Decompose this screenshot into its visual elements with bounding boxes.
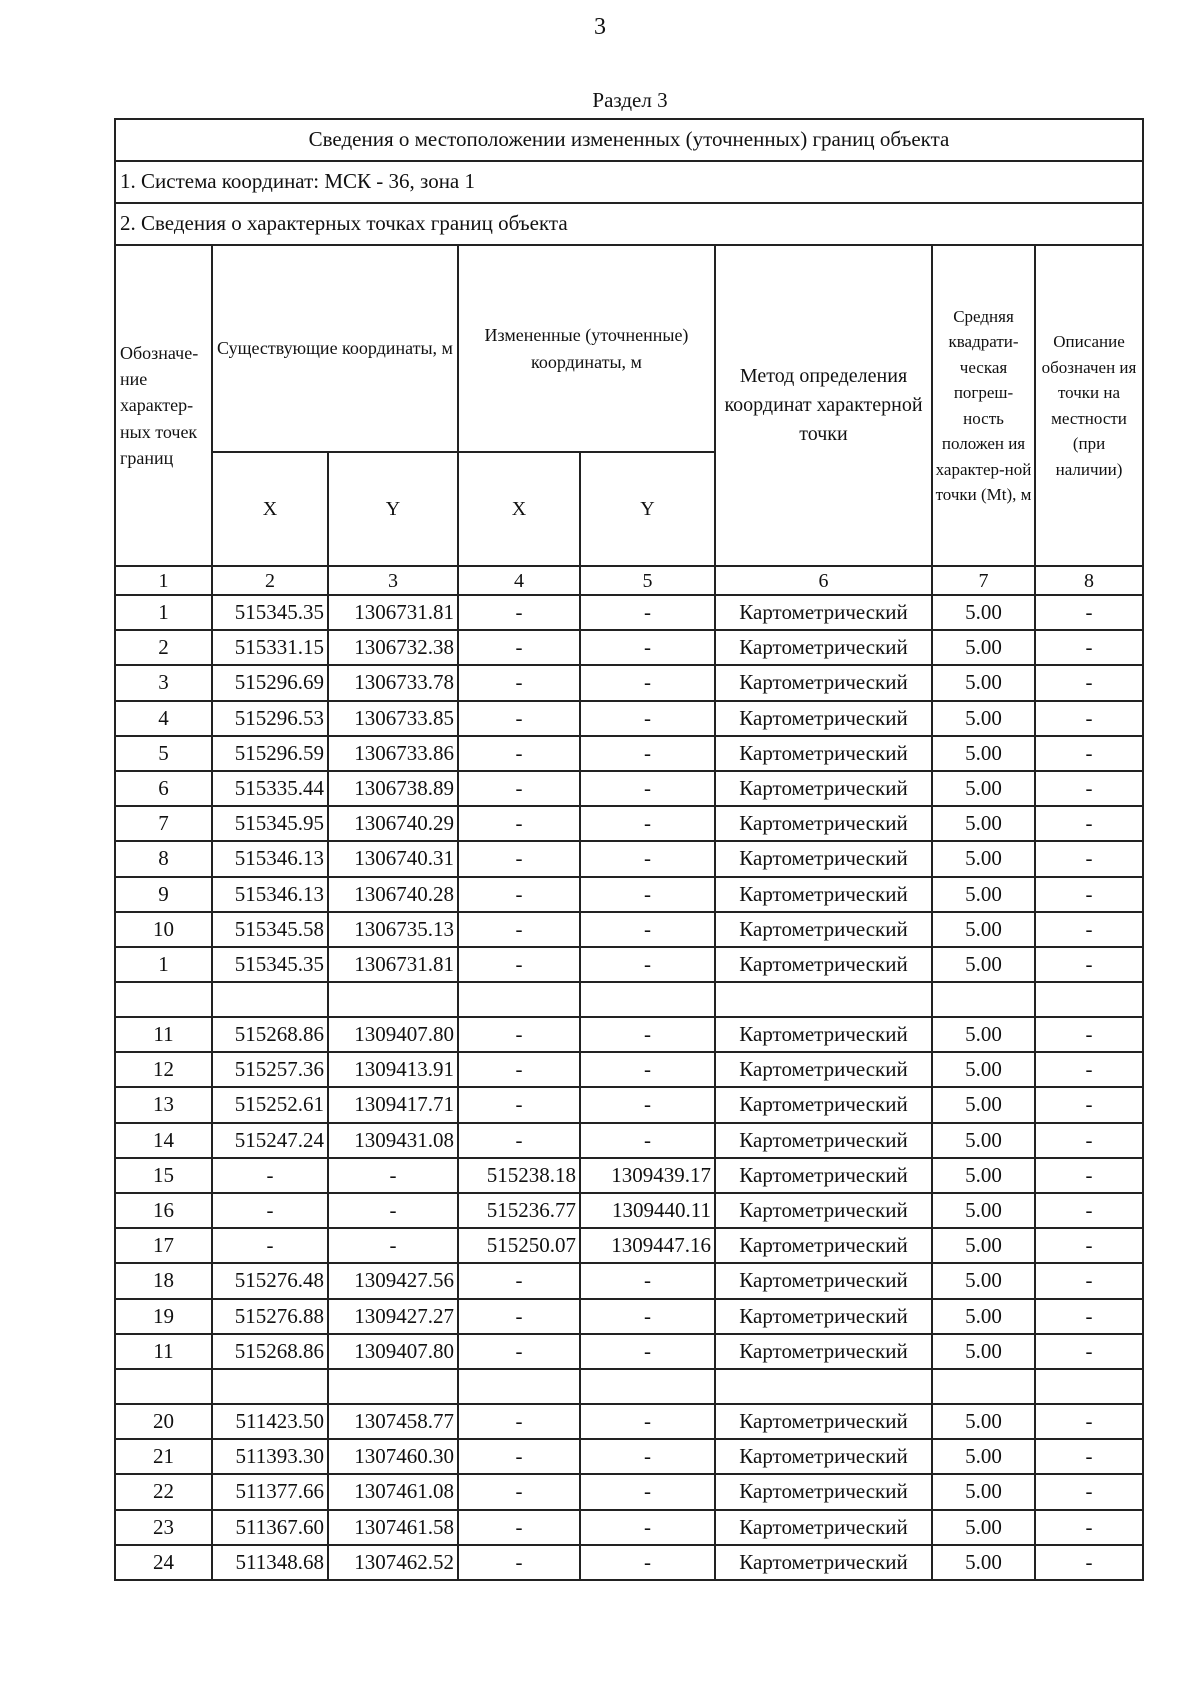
cell-method <box>715 982 932 1017</box>
cell-error: 5.00 <box>932 701 1035 736</box>
cell-description: - <box>1035 665 1143 700</box>
cell-changed-x <box>458 1369 580 1404</box>
cell-existing-y: 1309407.80 <box>328 1334 458 1369</box>
cell-error <box>932 982 1035 1017</box>
cell-description: - <box>1035 1474 1143 1509</box>
cell-changed-y <box>580 1369 715 1404</box>
cell-existing-x <box>212 1369 328 1404</box>
table-row <box>115 630 1143 665</box>
cell-point: 19 <box>115 1299 212 1334</box>
cell-existing-x: 515296.59 <box>212 736 328 771</box>
cell-description: - <box>1035 1263 1143 1298</box>
cell-error: 5.00 <box>932 947 1035 982</box>
cell-changed-y: - <box>580 771 715 806</box>
header-error: Средняя квадрати-ческая погреш-ность положен ия характер-ной точки (Mt), м <box>932 245 1035 566</box>
cell-description: - <box>1035 1299 1143 1334</box>
cell-point: 1 <box>115 947 212 982</box>
cell-error: 5.00 <box>932 912 1035 947</box>
cell-error: 5.00 <box>932 665 1035 700</box>
cell-existing-x: 515268.86 <box>212 1017 328 1052</box>
cell-existing-y: 1306733.86 <box>328 736 458 771</box>
cell-method: Картометрический <box>715 912 932 947</box>
cell-point: 13 <box>115 1087 212 1122</box>
cell-existing-x: 515296.69 <box>212 665 328 700</box>
cell-point: 23 <box>115 1510 212 1545</box>
cell-changed-x: - <box>458 1052 580 1087</box>
cell-existing-x: 515346.13 <box>212 841 328 876</box>
cell-description: - <box>1035 1017 1143 1052</box>
cell-error: 5.00 <box>932 771 1035 806</box>
table-row <box>115 1193 1143 1228</box>
cell-description <box>1035 1369 1143 1404</box>
cell-method <box>715 1369 932 1404</box>
cell-changed-x: - <box>458 1263 580 1298</box>
boundary-points-table <box>114 118 1144 1581</box>
cell-existing-y <box>328 982 458 1017</box>
cell-changed-y: - <box>580 1404 715 1439</box>
cell-existing-y: 1309427.56 <box>328 1263 458 1298</box>
cell-changed-x: - <box>458 736 580 771</box>
cell-method: Картометрический <box>715 701 932 736</box>
cell-description: - <box>1035 1228 1143 1263</box>
cell-error: 5.00 <box>932 595 1035 630</box>
cell-existing-x: 515345.35 <box>212 947 328 982</box>
cell-changed-x: - <box>458 630 580 665</box>
cell-description: - <box>1035 630 1143 665</box>
section-label: Раздел 3 <box>592 88 668 112</box>
cell-changed-y: - <box>580 806 715 841</box>
cell-existing-x: - <box>212 1228 328 1263</box>
points-info-row: 2. Сведения о характерных точках границ объекта <box>115 203 1143 245</box>
cell-method: Картометрический <box>715 771 932 806</box>
cell-changed-x: - <box>458 877 580 912</box>
cell-point: 11 <box>115 1017 212 1052</box>
table-row <box>115 1228 1143 1263</box>
cell-existing-y: 1306740.29 <box>328 806 458 841</box>
header-changed-y: Y <box>580 452 715 566</box>
cell-changed-y: 1309440.11 <box>580 1193 715 1228</box>
cell-description: - <box>1035 701 1143 736</box>
table-row <box>115 1545 1143 1580</box>
cell-changed-x: - <box>458 1474 580 1509</box>
table-row <box>115 806 1143 841</box>
cell-method: Картометрический <box>715 1123 932 1158</box>
cell-existing-y: 1309431.08 <box>328 1123 458 1158</box>
cell-changed-y: - <box>580 1474 715 1509</box>
column-number: 6 <box>715 566 932 595</box>
cell-changed-x: 515250.07 <box>458 1228 580 1263</box>
cell-error: 5.00 <box>932 630 1035 665</box>
column-number: 7 <box>932 566 1035 595</box>
cell-description: - <box>1035 841 1143 876</box>
cell-changed-x: - <box>458 806 580 841</box>
cell-description: - <box>1035 1193 1143 1228</box>
cell-changed-y: - <box>580 701 715 736</box>
column-number: 4 <box>458 566 580 595</box>
cell-changed-x: - <box>458 841 580 876</box>
cell-error: 5.00 <box>932 1263 1035 1298</box>
cell-changed-x: 515238.18 <box>458 1158 580 1193</box>
cell-description: - <box>1035 877 1143 912</box>
cell-description: - <box>1035 595 1143 630</box>
cell-existing-y: 1306731.81 <box>328 595 458 630</box>
cell-description: - <box>1035 1545 1143 1580</box>
cell-existing-x: 515346.13 <box>212 877 328 912</box>
header-point-designation: Обозначе-ние характер-ных точек границ <box>115 245 212 566</box>
cell-description: - <box>1035 1087 1143 1122</box>
cell-point: 20 <box>115 1404 212 1439</box>
header-description: Описание обозначен ия точки на местности (при наличии) <box>1035 245 1143 566</box>
table-row <box>115 701 1143 736</box>
column-number: 8 <box>1035 566 1143 595</box>
table-row <box>115 841 1143 876</box>
cell-point: 14 <box>115 1123 212 1158</box>
table-row <box>115 877 1143 912</box>
cell-existing-y: 1306733.85 <box>328 701 458 736</box>
cell-description: - <box>1035 1404 1143 1439</box>
cell-existing-y: 1307461.58 <box>328 1510 458 1545</box>
cell-existing-x: 515296.53 <box>212 701 328 736</box>
cell-changed-y: - <box>580 595 715 630</box>
cell-point: 1 <box>115 595 212 630</box>
cell-method: Картометрический <box>715 1193 932 1228</box>
cell-existing-y: 1306732.38 <box>328 630 458 665</box>
cell-method: Картометрический <box>715 841 932 876</box>
cell-point: 24 <box>115 1545 212 1580</box>
cell-existing-y: 1309407.80 <box>328 1017 458 1052</box>
cell-existing-y: 1309427.27 <box>328 1299 458 1334</box>
cell-existing-y: - <box>328 1193 458 1228</box>
cell-point <box>115 1369 212 1404</box>
cell-error: 5.00 <box>932 1158 1035 1193</box>
cell-changed-x: - <box>458 595 580 630</box>
cell-point: 9 <box>115 877 212 912</box>
cell-existing-y: 1306731.81 <box>328 947 458 982</box>
cell-changed-y: - <box>580 947 715 982</box>
cell-method: Картометрический <box>715 806 932 841</box>
cell-method: Картометрический <box>715 1087 932 1122</box>
cell-existing-y <box>328 1369 458 1404</box>
cell-existing-x: 515276.88 <box>212 1299 328 1334</box>
cell-error: 5.00 <box>932 1017 1035 1052</box>
cell-description: - <box>1035 736 1143 771</box>
table-row <box>115 1474 1143 1509</box>
cell-existing-x: 515252.61 <box>212 1087 328 1122</box>
cell-description: - <box>1035 1510 1143 1545</box>
cell-changed-y: - <box>580 841 715 876</box>
cell-existing-y: 1307461.08 <box>328 1474 458 1509</box>
cell-changed-x: - <box>458 1545 580 1580</box>
cell-existing-y: 1307460.30 <box>328 1439 458 1474</box>
cell-changed-y: - <box>580 1439 715 1474</box>
table-row <box>115 1017 1143 1052</box>
cell-changed-y: - <box>580 1017 715 1052</box>
cell-point: 15 <box>115 1158 212 1193</box>
table-row <box>115 1439 1143 1474</box>
cell-existing-x: 511367.60 <box>212 1510 328 1545</box>
cell-changed-x: - <box>458 1439 580 1474</box>
table-row <box>115 595 1143 630</box>
cell-method: Картометрический <box>715 1334 932 1369</box>
cell-existing-x: 515345.95 <box>212 806 328 841</box>
cell-changed-x: - <box>458 947 580 982</box>
cell-existing-y: 1306735.13 <box>328 912 458 947</box>
cell-method: Картометрический <box>715 630 932 665</box>
cell-point: 18 <box>115 1263 212 1298</box>
table-row <box>115 665 1143 700</box>
cell-method: Картометрический <box>715 1017 932 1052</box>
column-number: 1 <box>115 566 212 595</box>
cell-method: Картометрический <box>715 1052 932 1087</box>
cell-changed-y: 1309447.16 <box>580 1228 715 1263</box>
cell-changed-y: - <box>580 1299 715 1334</box>
table-row <box>115 736 1143 771</box>
cell-existing-x: 515247.24 <box>212 1123 328 1158</box>
cell-changed-x <box>458 982 580 1017</box>
table-row <box>115 1123 1143 1158</box>
cell-changed-x: - <box>458 1334 580 1369</box>
cell-existing-y: 1306733.78 <box>328 665 458 700</box>
cell-changed-y: - <box>580 1087 715 1122</box>
cell-method: Картометрический <box>715 736 932 771</box>
cell-changed-x: - <box>458 1017 580 1052</box>
cell-error: 5.00 <box>932 1123 1035 1158</box>
cell-changed-y: - <box>580 877 715 912</box>
cell-method: Картометрический <box>715 665 932 700</box>
cell-existing-y: - <box>328 1158 458 1193</box>
cell-existing-x: 515268.86 <box>212 1334 328 1369</box>
cell-changed-y: - <box>580 1052 715 1087</box>
cell-existing-y: 1307462.52 <box>328 1545 458 1580</box>
cell-existing-y: 1306740.31 <box>328 841 458 876</box>
table-row <box>115 1299 1143 1334</box>
cell-changed-y: - <box>580 1545 715 1580</box>
cell-existing-x: - <box>212 1158 328 1193</box>
cell-error: 5.00 <box>932 1334 1035 1369</box>
cell-existing-y: 1306738.89 <box>328 771 458 806</box>
cell-error: 5.00 <box>932 1404 1035 1439</box>
cell-existing-y: 1307458.77 <box>328 1404 458 1439</box>
cell-description: - <box>1035 912 1143 947</box>
table-row <box>115 912 1143 947</box>
cell-description: - <box>1035 1123 1143 1158</box>
cell-method: Картометрический <box>715 877 932 912</box>
table-row <box>115 947 1143 982</box>
cell-method: Картометрический <box>715 1299 932 1334</box>
cell-changed-x: - <box>458 1299 580 1334</box>
cell-existing-x: 515331.15 <box>212 630 328 665</box>
table-row <box>115 1052 1143 1087</box>
table-title: Сведения о местоположении измененных (уточненных) границ объекта <box>115 119 1143 161</box>
cell-changed-x: - <box>458 912 580 947</box>
cell-point: 22 <box>115 1474 212 1509</box>
cell-existing-x: 511393.30 <box>212 1439 328 1474</box>
cell-description: - <box>1035 1052 1143 1087</box>
table-row <box>115 1087 1143 1122</box>
cell-description: - <box>1035 1334 1143 1369</box>
cell-description: - <box>1035 806 1143 841</box>
cell-existing-y: 1309413.91 <box>328 1052 458 1087</box>
cell-changed-x: - <box>458 1404 580 1439</box>
cell-changed-y: - <box>580 1334 715 1369</box>
cell-existing-x: 511377.66 <box>212 1474 328 1509</box>
cell-point: 5 <box>115 736 212 771</box>
cell-existing-x: 515257.36 <box>212 1052 328 1087</box>
cell-error: 5.00 <box>932 1439 1035 1474</box>
cell-point: 10 <box>115 912 212 947</box>
cell-method: Картометрический <box>715 1474 932 1509</box>
cell-changed-x: - <box>458 665 580 700</box>
header-method: Метод определения координат характерной точки <box>715 245 932 566</box>
cell-point: 4 <box>115 701 212 736</box>
table-row <box>115 1510 1143 1545</box>
table-row <box>115 1334 1143 1369</box>
cell-point: 16 <box>115 1193 212 1228</box>
header-changed-coords: Измененные (уточненные) координаты, м <box>458 245 715 452</box>
column-number: 2 <box>212 566 328 595</box>
cell-point: 21 <box>115 1439 212 1474</box>
cell-error: 5.00 <box>932 1474 1035 1509</box>
cell-point: 7 <box>115 806 212 841</box>
cell-error: 5.00 <box>932 1299 1035 1334</box>
cell-method: Картометрический <box>715 947 932 982</box>
separator-row <box>115 1369 1143 1404</box>
cell-error: 5.00 <box>932 1087 1035 1122</box>
cell-description: - <box>1035 771 1143 806</box>
cell-changed-y: - <box>580 1263 715 1298</box>
table-row <box>115 1263 1143 1298</box>
table-row <box>115 1404 1143 1439</box>
cell-existing-x: 515335.44 <box>212 771 328 806</box>
cell-method: Картометрический <box>715 1404 932 1439</box>
cell-existing-x: 515345.58 <box>212 912 328 947</box>
cell-error: 5.00 <box>932 1228 1035 1263</box>
cell-error: 5.00 <box>932 1193 1035 1228</box>
cell-method: Картометрический <box>715 1545 932 1580</box>
cell-method: Картометрический <box>715 1158 932 1193</box>
cell-method: Картометрический <box>715 1228 932 1263</box>
cell-error: 5.00 <box>932 1052 1035 1087</box>
cell-changed-x: - <box>458 1123 580 1158</box>
cell-changed-y: 1309439.17 <box>580 1158 715 1193</box>
cell-point <box>115 982 212 1017</box>
cell-method: Картометрический <box>715 1439 932 1474</box>
cell-existing-y: 1309417.71 <box>328 1087 458 1122</box>
cell-point: 3 <box>115 665 212 700</box>
cell-error: 5.00 <box>932 1545 1035 1580</box>
cell-changed-x: - <box>458 771 580 806</box>
cell-error <box>932 1369 1035 1404</box>
cell-changed-y: - <box>580 736 715 771</box>
cell-changed-y <box>580 982 715 1017</box>
table-row <box>115 771 1143 806</box>
separator-row <box>115 982 1143 1017</box>
table-row <box>115 1158 1143 1193</box>
header-existing-x: X <box>212 452 328 566</box>
cell-point: 8 <box>115 841 212 876</box>
cell-existing-x: 511423.50 <box>212 1404 328 1439</box>
cell-point: 12 <box>115 1052 212 1087</box>
cell-existing-x: - <box>212 1193 328 1228</box>
cell-changed-x: - <box>458 1510 580 1545</box>
cell-error: 5.00 <box>932 736 1035 771</box>
cell-changed-y: - <box>580 1123 715 1158</box>
header-existing-y: Y <box>328 452 458 566</box>
page-number: 3 <box>594 14 606 40</box>
cell-existing-y: 1306740.28 <box>328 877 458 912</box>
cell-method: Картометрический <box>715 1263 932 1298</box>
header-existing-coords: Существующие координаты, м <box>212 245 458 452</box>
cell-point: 6 <box>115 771 212 806</box>
cell-point: 17 <box>115 1228 212 1263</box>
cell-method: Картометрический <box>715 595 932 630</box>
cell-error: 5.00 <box>932 841 1035 876</box>
cell-existing-x: 511348.68 <box>212 1545 328 1580</box>
cell-description: - <box>1035 1158 1143 1193</box>
cell-changed-x: 515236.77 <box>458 1193 580 1228</box>
cell-changed-y: - <box>580 665 715 700</box>
cell-existing-y: - <box>328 1228 458 1263</box>
cell-existing-x <box>212 982 328 1017</box>
cell-existing-x: 515345.35 <box>212 595 328 630</box>
column-number: 5 <box>580 566 715 595</box>
cell-description: - <box>1035 947 1143 982</box>
cell-changed-x: - <box>458 1087 580 1122</box>
column-number: 3 <box>328 566 458 595</box>
cell-changed-y: - <box>580 630 715 665</box>
cell-changed-y: - <box>580 912 715 947</box>
header-changed-x: X <box>458 452 580 566</box>
cell-description <box>1035 982 1143 1017</box>
cell-changed-y: - <box>580 1510 715 1545</box>
cell-changed-x: - <box>458 701 580 736</box>
cell-existing-x: 515276.48 <box>212 1263 328 1298</box>
cell-error: 5.00 <box>932 806 1035 841</box>
cell-method: Картометрический <box>715 1510 932 1545</box>
cell-description: - <box>1035 1439 1143 1474</box>
coord-system-row: 1. Система координат: МСК - 36, зона 1 <box>115 161 1143 203</box>
cell-point: 2 <box>115 630 212 665</box>
cell-point: 11 <box>115 1334 212 1369</box>
cell-error: 5.00 <box>932 877 1035 912</box>
cell-error: 5.00 <box>932 1510 1035 1545</box>
